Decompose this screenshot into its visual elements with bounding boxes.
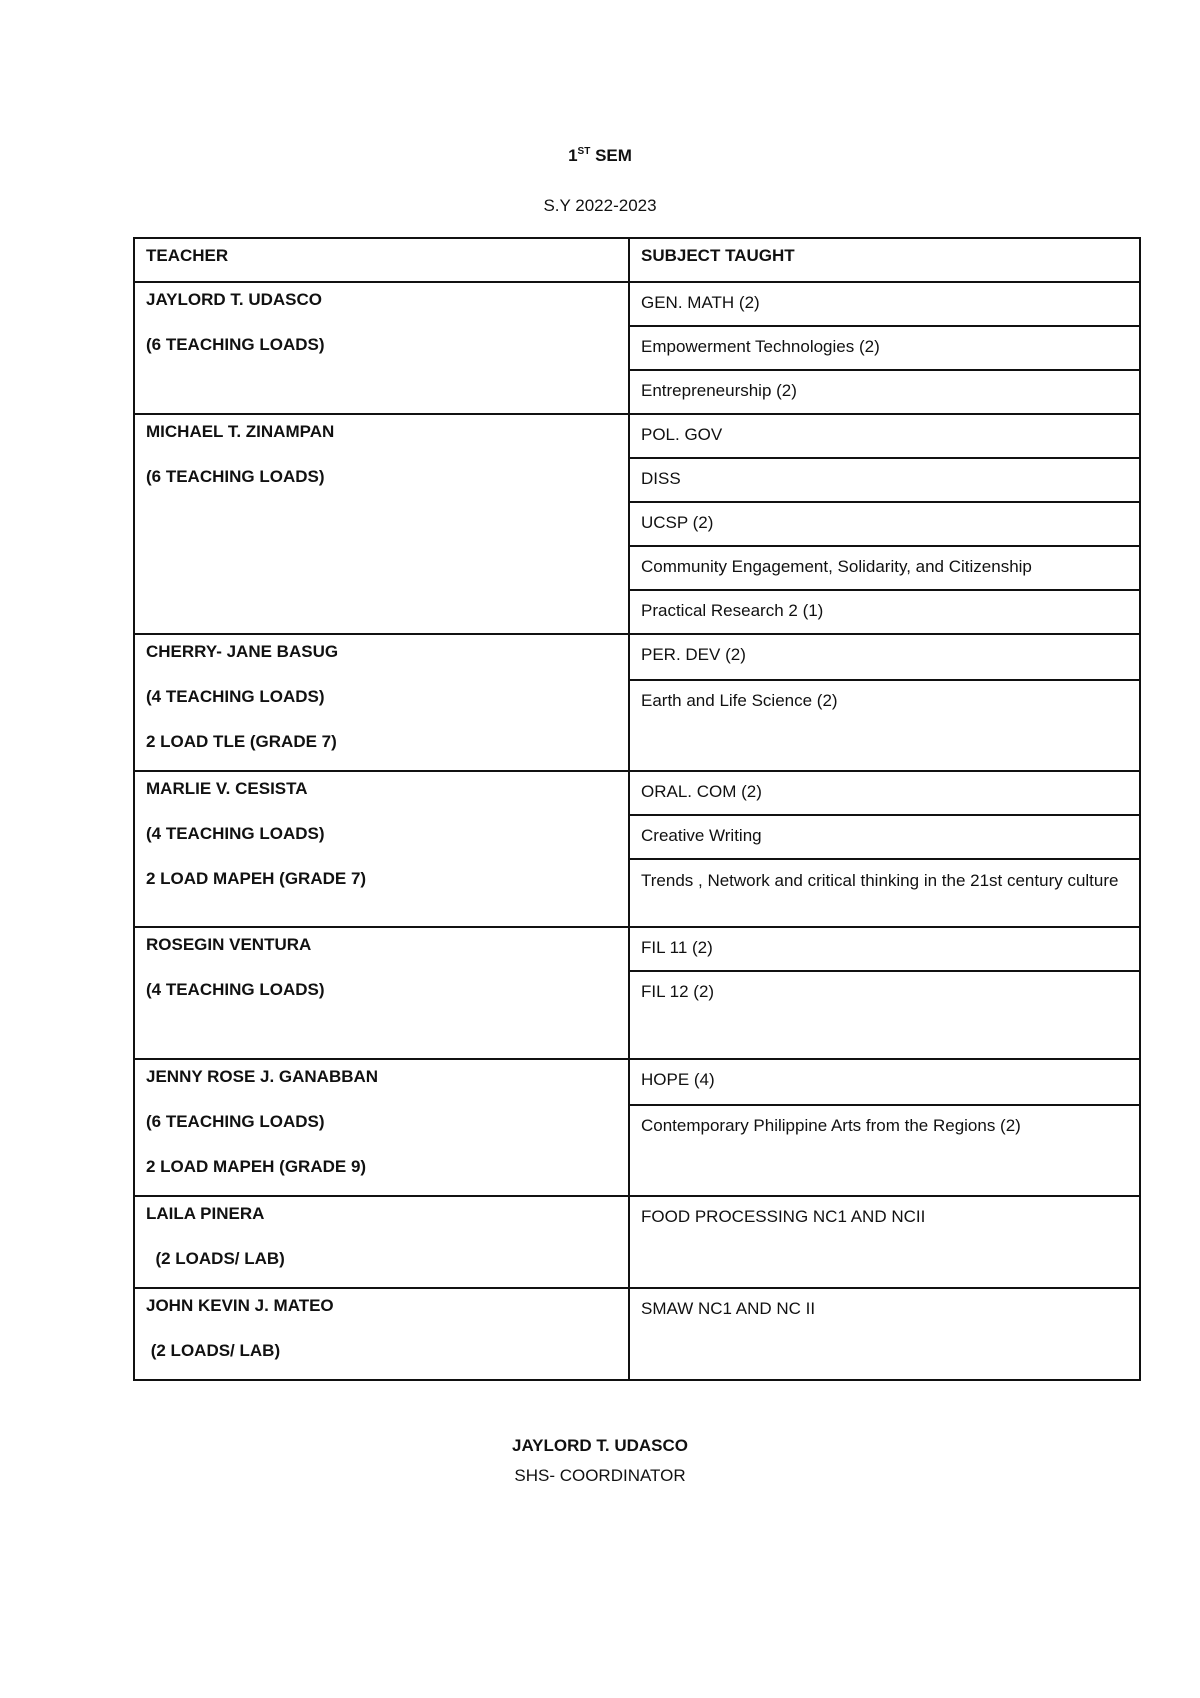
subject-cell: GEN. MATH (2) [629,282,1140,326]
table-header-row [134,238,1140,282]
teacher-name: LAILA PINERA [146,1204,265,1223]
subject-cell: Practical Research 2 (1) [629,590,1140,634]
teacher-name: ROSEGIN VENTURA [146,935,312,954]
signatory-name: JAYLORD T. UDASCO [511,1436,688,1455]
signatory-title: SHS- COORDINATOR [514,1466,686,1485]
semester-heading [0,146,1200,166]
semester-number: 1 [568,146,578,165]
teacher-load: (4 TEACHING LOADS) [146,824,325,843]
teacher-cell [134,282,629,414]
teacher-name: CHERRY- JANE BASUG [146,642,339,661]
table-row [134,1288,1140,1380]
teacher-load: (2 LOADS/ LAB) [146,1249,285,1268]
school-year: S.Y 2022-2023 [543,196,657,215]
table-row [134,927,1140,971]
subject-cell: ORAL. COM (2) [629,771,1140,815]
subject-cell: Community Engagement, Solidarity, and Citizenship [629,546,1140,590]
teacher-load: (6 TEACHING LOADS) [146,467,325,486]
subject-cell: Creative Writing [629,815,1140,859]
teacher-load: (6 TEACHING LOADS) [146,335,325,354]
subject-cell: UCSP (2) [629,502,1140,546]
table-row [134,634,1140,680]
teacher-name: MARLIE V. CESISTA [146,779,308,798]
teacher-cell [134,1288,629,1380]
teacher-cell [134,414,629,634]
table-row [134,414,1140,458]
teacher-name: MICHAEL T. ZINAMPAN [146,422,335,441]
teacher-load: (6 TEACHING LOADS) [146,1112,325,1131]
semester-label: SEM [595,146,632,165]
table-row [134,282,1140,326]
subject-cell: POL. GOV [629,414,1140,458]
subject-cell: Entrepreneurship (2) [629,370,1140,414]
column-header-teacher: TEACHER [134,238,629,282]
teacher-cell [134,1196,629,1288]
subject-cell: Empowerment Technologies (2) [629,326,1140,370]
table-row [134,1196,1140,1288]
teacher-extra-load: 2 LOAD MAPEH (GRADE 9) [146,1157,367,1176]
teacher-cell [134,927,629,1059]
subject-cell: PER. DEV (2) [629,634,1140,680]
teaching-load-table [133,237,1141,1381]
subject-cell: FIL 11 (2) [629,927,1140,971]
subject-cell: Trends , Network and critical thinking in the 21st century culture [629,859,1140,927]
teacher-cell [134,1059,629,1196]
subject-cell: Contemporary Philippine Arts from the Regions (2) [629,1105,1140,1196]
subject-cell: SMAW NC1 AND NC II [629,1288,1140,1380]
teacher-load: (4 TEACHING LOADS) [146,687,325,706]
semester-suffix: ST [577,146,591,157]
teacher-extra-load: 2 LOAD TLE (GRADE 7) [146,732,337,751]
teacher-cell [134,771,629,927]
subject-cell: HOPE (4) [629,1059,1140,1105]
teacher-extra-load: 2 LOAD MAPEH (GRADE 7) [146,869,367,888]
subject-cell: Earth and Life Science (2) [629,680,1140,771]
teacher-load: (4 TEACHING LOADS) [146,980,325,999]
teacher-load: (2 LOADS/ LAB) [146,1341,281,1360]
subject-cell: FIL 12 (2) [629,971,1140,1059]
table-row [134,1059,1140,1105]
teacher-cell [134,634,629,771]
subject-cell: FOOD PROCESSING NC1 AND NCII [629,1196,1140,1288]
table-row [134,771,1140,815]
teacher-name: JENNY ROSE J. GANABBAN [146,1067,379,1086]
teacher-name: JAYLORD T. UDASCO [146,290,323,309]
column-header-subject: SUBJECT TAUGHT [629,238,1140,282]
teacher-name: JOHN KEVIN J. MATEO [146,1296,334,1315]
subject-cell: DISS [629,458,1140,502]
